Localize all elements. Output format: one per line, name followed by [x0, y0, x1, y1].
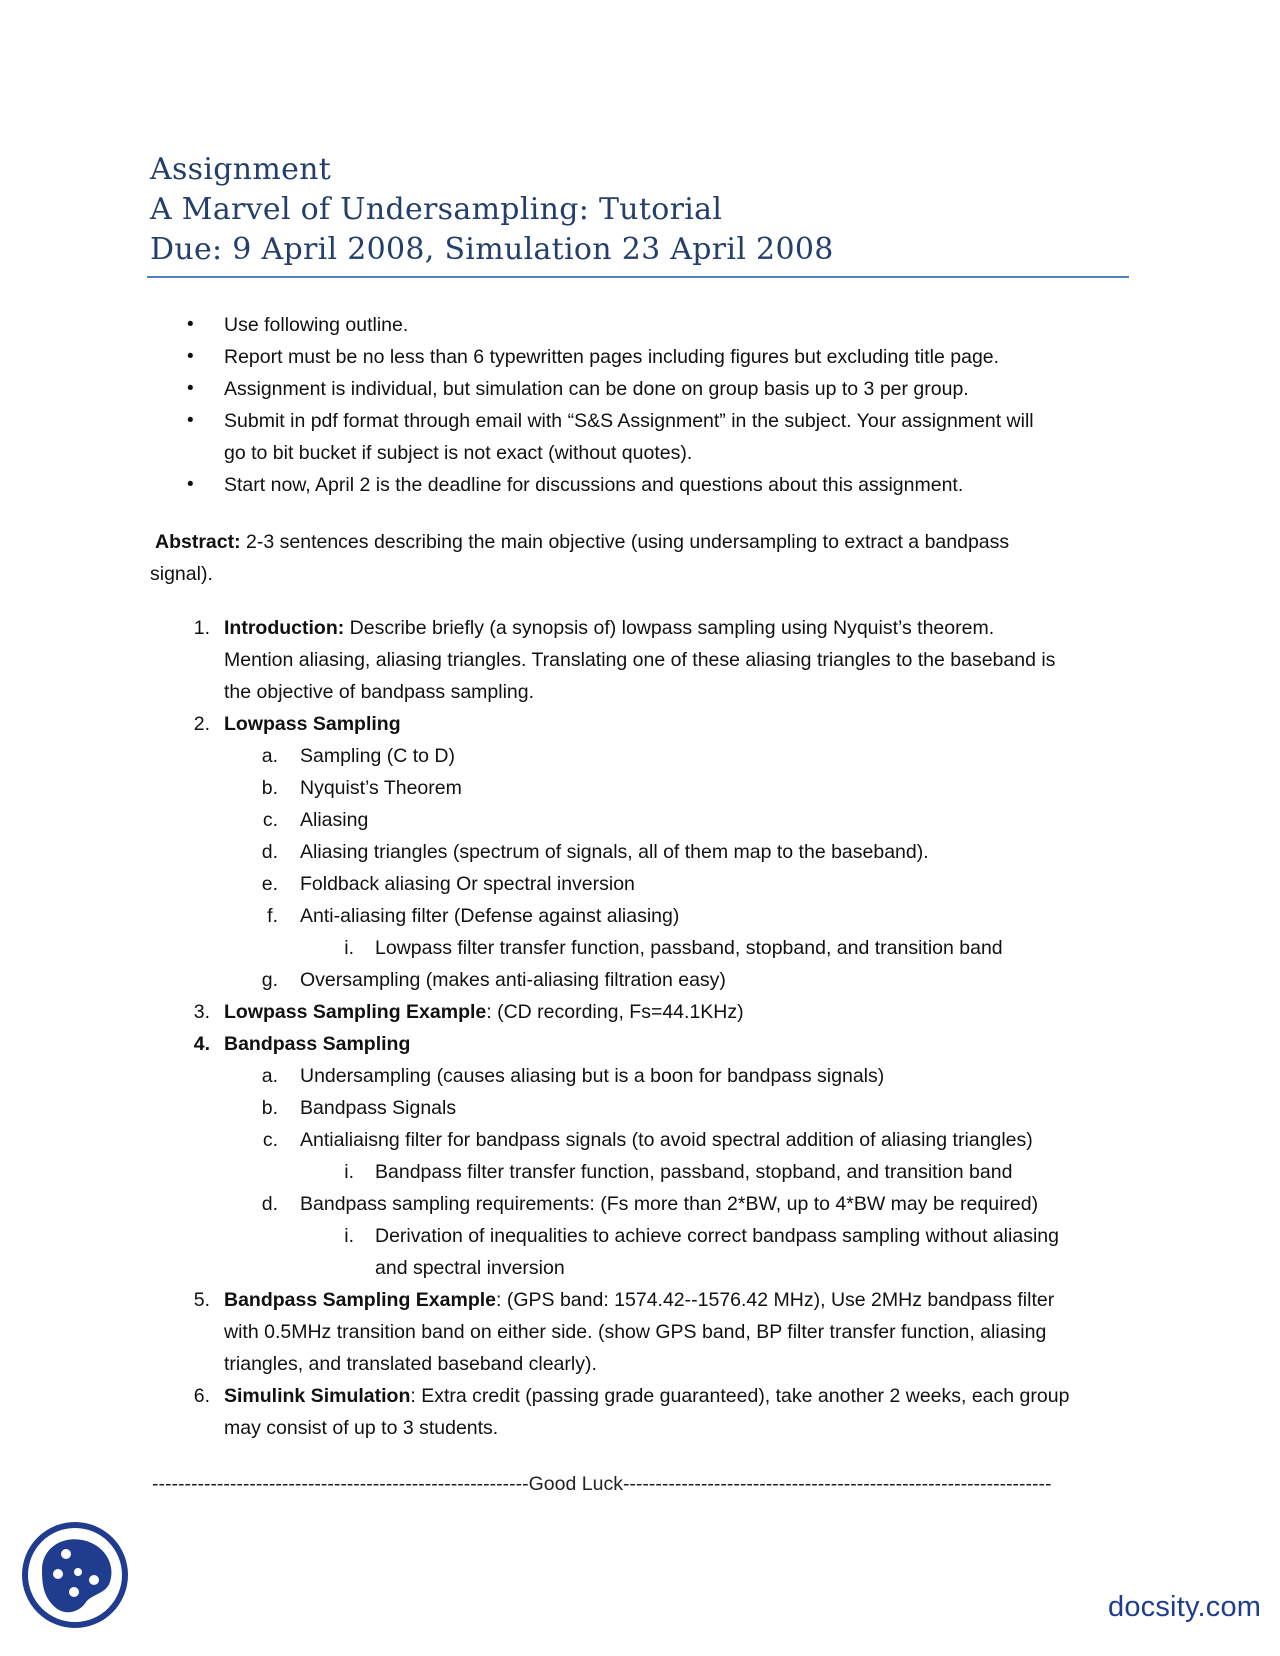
outline-subitem: c. Antialiaisng filter for bandpass signals (to avoid spectral addition of aliasing triangles): [262, 1129, 1033, 1151]
bullet-icon: •: [187, 474, 194, 495]
outline-subitem: d. Bandpass sampling requirements: (Fs more than 2*BW, up to 4*BW may be required): [261, 1193, 1039, 1215]
assignment-outline: [150, 612, 1130, 1444]
list-item: • Start now, April 2 is the deadline for discussions and questions about this assignment.: [150, 469, 1130, 501]
outline-subitem: g. Oversampling (makes anti-aliasing filtration easy): [261, 969, 726, 991]
outline-section-bandpass-sampling: 4. Bandpass Sampling: [193, 1033, 411, 1055]
outline-subitem: b. Nyquist’s Theorem: [261, 777, 462, 799]
list-item: • Use following outline.: [150, 309, 1130, 341]
outline-section-introduction: 1. Introduction: Describe briefly (a synopsis of) lowpass sampling using Nyquist’s theorem. Mention aliasing, aliasing triangles. Translating one of these aliasing triangles to the baseband is the objective of bandpass sampling.: [193, 617, 1056, 703]
bullet-icon: •: [187, 346, 194, 367]
list-item: • Assignment is individual, but simulation can be done on group basis up to 3 per group.: [150, 373, 1130, 405]
outline-section-simulink-simulation: 6. Simulink Simulation: Extra credit (passing grade guaranteed), take another 2 weeks, each group may consist of up to 3 students.: [193, 1385, 1070, 1439]
outline-subsubitem: i. Derivation of inequalities to achieve correct bandpass sampling without aliasing and spectral inversion: [344, 1225, 1059, 1279]
outline-section-bandpass-example: 5. Bandpass Sampling Example: (GPS band: 1574.42--1576.42 MHz), Use 2MHz bandpass filter with 0.5MHz transition band on either side. (show GPS band, BP filter transfer function, aliasing triangles, and translated baseband clearly).: [193, 1289, 1055, 1375]
abstract-paragraph: Abstract: 2-3 sentences describing the main objective (using undersampling to extract a bandpass signal).: [150, 531, 1010, 585]
outline-subitem: e. Foldback aliasing Or spectral inversion: [261, 873, 635, 895]
bullet-icon: •: [187, 378, 194, 399]
outline-subitem: c. Aliasing: [262, 809, 369, 831]
bullet-icon: •: [187, 314, 194, 335]
title-line-assignment: Assignment: [150, 152, 332, 187]
list-item: • Report must be no less than 6 typewritten pages including figures but excluding title page.: [150, 341, 1130, 373]
outline-subitem: d. Aliasing triangles (spectrum of signals, all of them map to the baseband).: [261, 841, 929, 863]
outline-section-lowpass-sampling: 2. Lowpass Sampling: [193, 713, 401, 735]
list-item: • Submit in pdf format through email with “S&S Assignment” in the subject. Your assignment will go to bit bucket if subject is not exact (without quotes).: [150, 405, 1130, 469]
outline-subsubitem: i. Bandpass filter transfer function, passband, stopband, and transition band: [344, 1161, 1013, 1183]
outline-subitem: a. Sampling (C to D): [261, 745, 455, 767]
outline-subsubitem: i. Lowpass filter transfer function, passband, stopband, and transition band: [344, 937, 1003, 959]
title-line-topic: A Marvel of Undersampling: Tutorial: [150, 192, 723, 227]
outline-subitem: f. Anti-aliasing filter (Defense against aliasing): [267, 905, 680, 927]
title-underline-rule: [147, 276, 1129, 278]
abstract-label: Abstract:: [155, 531, 241, 553]
outline-subitem: a. Undersampling (causes aliasing but is a boon for bandpass signals): [261, 1065, 885, 1087]
docsity-brand-link[interactable]: docsity.com: [1108, 1591, 1262, 1623]
bullet-icon: •: [187, 410, 194, 431]
docsity-logo-icon: [20, 1520, 130, 1630]
outline-section-lowpass-example: 3. Lowpass Sampling Example: (CD recording, Fs=44.1KHz): [193, 1001, 744, 1023]
title-line-due-date: Due: 9 April 2008, Simulation 23 April 2008: [150, 232, 834, 267]
good-luck-footer-line: ----------------------------------------------------------Good Luck------------------------------------------------------------------: [152, 1473, 1052, 1495]
instructions-bullet-list: [150, 309, 1130, 501]
title-block: [150, 150, 1130, 270]
outline-subitem: b. Bandpass Signals: [261, 1097, 457, 1119]
